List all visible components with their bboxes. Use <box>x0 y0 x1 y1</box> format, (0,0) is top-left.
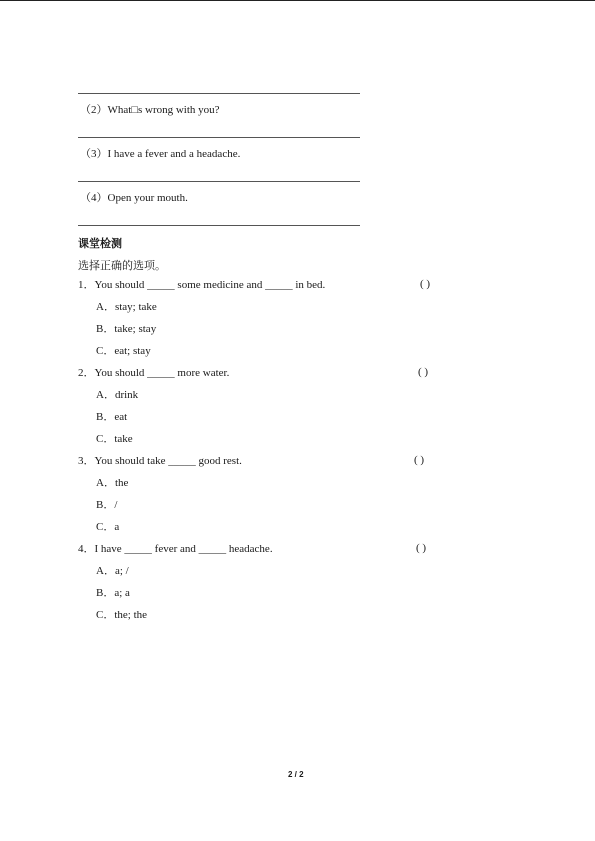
practice-item-text: What□s wrong with you? <box>107 104 220 116</box>
option-a: A．a; / <box>96 565 129 577</box>
option-c: C．take <box>96 433 133 445</box>
answer-parentheses[interactable]: ( ) <box>420 278 431 290</box>
option-c: C．eat; stay <box>96 345 151 357</box>
option-a: A．the <box>96 477 129 489</box>
option-b: B．eat <box>96 411 128 423</box>
question-number: 1． <box>78 279 95 291</box>
practice-item-number: （3） <box>80 148 108 160</box>
practice-item-2 <box>80 103 220 117</box>
option-a: A．stay; take <box>96 301 157 313</box>
option-b: B．/ <box>96 499 118 511</box>
question-1 <box>78 278 325 292</box>
question-number: 3． <box>78 455 95 467</box>
answer-parentheses[interactable]: ( ) <box>414 454 425 466</box>
practice-item-text: Open your mouth. <box>107 192 188 204</box>
page-number: 2 / 2 <box>288 770 304 779</box>
question-text: I have _____ fever and _____ headache. <box>94 543 273 555</box>
practice-item-number: （4） <box>80 192 108 204</box>
page-top-border <box>0 0 595 1</box>
option-a: A．drink <box>96 389 139 401</box>
question-number: 4． <box>78 543 95 555</box>
question-text: You should _____ some medicine and _____ in bed. <box>94 279 326 291</box>
question-text: You should take _____ good rest. <box>94 455 242 467</box>
answer-parentheses[interactable]: ( ) <box>418 366 429 378</box>
question-text: You should _____ more water. <box>94 367 230 379</box>
practice-item-text: I have a fever and a headache. <box>107 148 241 160</box>
answer-parentheses[interactable]: ( ) <box>416 542 427 554</box>
section-instruction: 选择正确的选项。 <box>78 259 166 272</box>
question-4 <box>78 542 273 556</box>
question-2 <box>78 366 229 380</box>
option-c: C．a <box>96 521 120 533</box>
practice-item-4 <box>80 191 188 205</box>
option-b: B．take; stay <box>96 323 157 335</box>
answer-line <box>78 137 360 138</box>
answer-line <box>78 181 360 182</box>
practice-item-3 <box>80 147 240 161</box>
question-3 <box>78 454 242 468</box>
practice-item-number: （2） <box>80 104 108 116</box>
option-b: B．a; a <box>96 587 130 599</box>
option-c: C．the; the <box>96 609 148 621</box>
answer-line <box>78 225 360 226</box>
answer-line <box>78 93 360 94</box>
question-number: 2． <box>78 367 95 379</box>
section-title: 课堂检测 <box>78 237 122 250</box>
